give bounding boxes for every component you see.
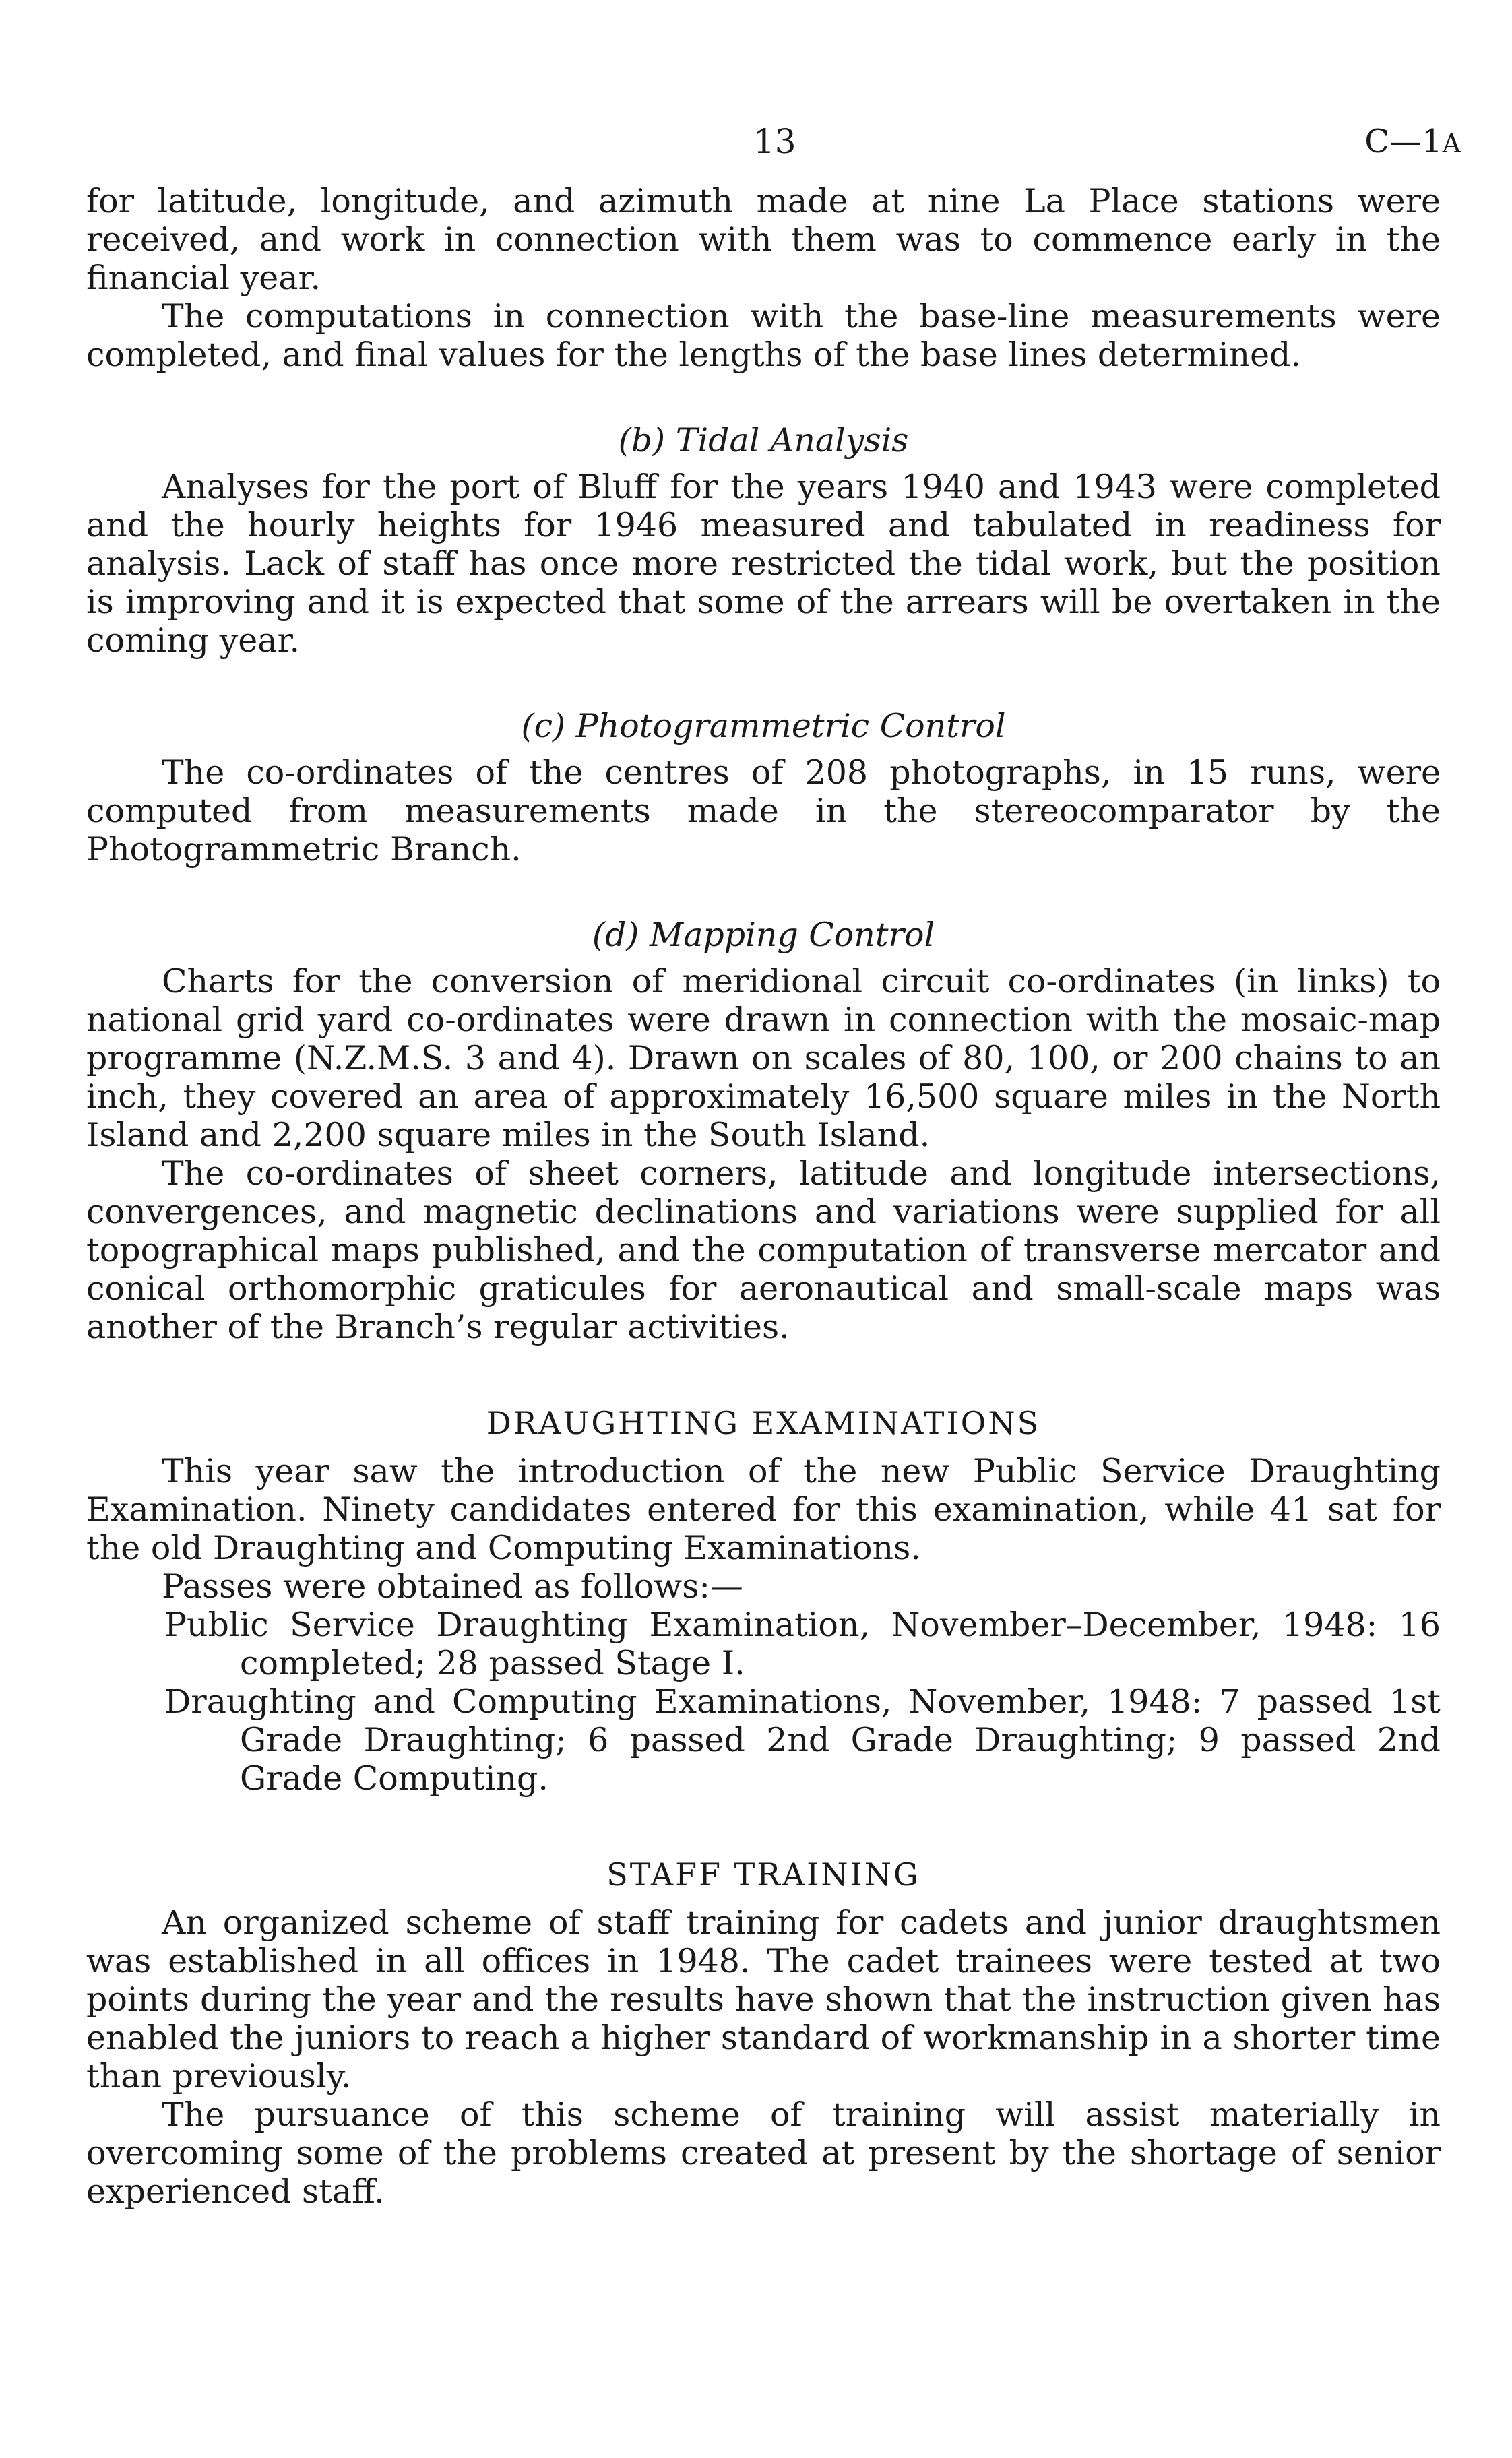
draughting-pass-item-1: Public Service Draughting Examination, November–December, 1948: 16 completed; 28 passed Stage I.: [164, 1606, 1441, 1682]
document-reference: [1364, 121, 1461, 164]
tidal-analysis-heading: [86, 421, 1441, 460]
staff-training-paragraph-2: The pursuance of this scheme of training will assist materially in overcoming some of the problems created at present by the shortage of senior experienced staff.: [86, 2095, 1441, 2211]
mapping-control-heading: [86, 916, 1441, 954]
page-number: 13: [753, 122, 796, 161]
photogrammetric-control-title: Photogrammetric Control: [575, 707, 1006, 745]
staff-training-paragraph-1: An organized scheme of staff training for cadets and junior draughtsmen was established in all offices in 1948. The cadet trainees were tested at two points during the year and the results have shown that the instruction given has enabled the juniors to reach a higher standard of workmanship in a shorter time than previously.: [86, 1903, 1441, 2095]
mapping-control-paragraph-1: Charts for the conversion of meridional circuit co-ordinates (in links) to national grid yard co-ordinates were drawn in connection with the mosaic-map programme (N.Z.M.S. 3 and 4). Drawn on scales of 80, 100, or 200 chains to an inch, they covered an area of approximately 16,500 square miles in the North Island and 2,200 square miles in the South Island.: [86, 962, 1441, 1154]
mapping-control-paragraph-2: The co-ordinates of sheet corners, latitude and longitude intersections, convergences, and magnetic declinations and variations were supplied for all topographical maps published, and the computation of transverse mercator and conical orthomorphic graticules for aeronautical and small-scale maps was another of the Branch’s regular activities.: [86, 1154, 1441, 1346]
document-reference-main: C—1: [1364, 123, 1443, 160]
tidal-analysis-label: (b): [618, 421, 666, 460]
document-page: [86, 121, 1461, 2211]
photogrammetric-control-heading: [86, 707, 1441, 745]
draughting-examinations-heading: DRAUGHTING EXAMINATIONS: [486, 1405, 1041, 1441]
draughting-pass-item-2: Draughting and Computing Examinations, November, 1948: 7 passed 1st Grade Draughting; 6 passed 2nd Grade Draughting; 9 passed 2nd Grade Computing.: [164, 1682, 1441, 1798]
draughting-paragraph-1: This year saw the introduction of the new Public Service Draughting Examination. Ninety candidates entered for this examination, while 41 sat for the old Draughting and Computing Examinations.: [86, 1452, 1441, 1567]
page-header: [86, 121, 1461, 182]
mapping-control-label: (d): [592, 916, 639, 954]
staff-training-heading: STAFF TRAINING: [606, 1856, 920, 1893]
mapping-control-title: Mapping Control: [650, 916, 935, 954]
tidal-analysis-paragraph: Analyses for the port of Bluff for the years 1940 and 1943 were completed and the hourly heights for 1946 measured and tabulated in readiness for analysis. Lack of staff has once more restricted the tidal work, but the position is improving and it is expected that some of the arrears will be overtaken in the coming year.: [86, 468, 1441, 660]
intro-paragraph-2: The computations in connection with the base-line measurements were completed, and final values for the lengths of the base lines determined.: [86, 297, 1441, 374]
document-reference-suffix: A: [1442, 129, 1461, 158]
tidal-analysis-title: Tidal Analysis: [675, 421, 909, 460]
draughting-paragraph-2: Passes were obtained as follows:—: [162, 1567, 743, 1606]
photogrammetric-control-paragraph: The co-ordinates of the centres of 208 photographs, in 15 runs, were computed from measurements made in the stereocomparator by the Photogrammetric Branch.: [86, 753, 1441, 869]
photogrammetric-control-label: (c): [521, 707, 566, 745]
intro-paragraph-1: for latitude, longitude, and azimuth made at nine La Place stations were received, and work in connection with them was to commence early in the financial year.: [86, 182, 1441, 297]
